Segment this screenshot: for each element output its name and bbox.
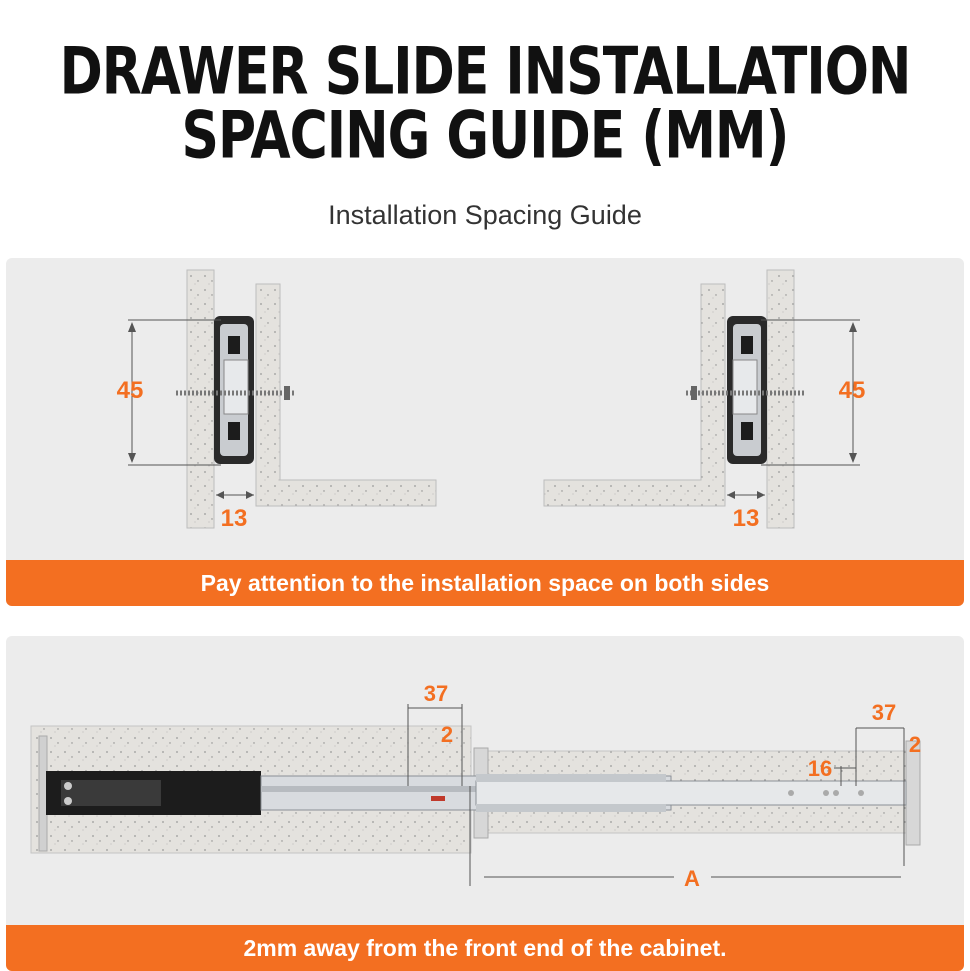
side-view-banner: Pay attention to the installation space on both sides [6, 560, 964, 606]
right-gap-label: 13 [732, 505, 760, 532]
right-drawer-board [544, 284, 725, 506]
top-view-panel [6, 636, 964, 971]
side-view-diagram [6, 258, 964, 606]
page-title-line-2: SPACING GUIDE (MM) [181, 98, 789, 174]
top-view-diagram [6, 636, 964, 971]
top-view-banner: 2mm away from the front end of the cabinet. [6, 925, 964, 971]
left-height-label: 45 [116, 377, 144, 404]
right-offset-label: 37 [871, 700, 897, 725]
left-cabinet-side-board [187, 270, 214, 528]
right-front-gap-label: 2 [908, 732, 922, 757]
left-cross-section [117, 270, 436, 532]
page-title-line-1: DRAWER SLIDE INSTALLATION [59, 34, 911, 110]
length-label: A [684, 866, 700, 891]
right-cabinet-side-board [767, 270, 794, 528]
right-slide-rail [727, 316, 767, 464]
left-front-gap-label: 2 [440, 722, 454, 747]
left-offset-label: 37 [423, 681, 449, 706]
right-cross-section [544, 270, 865, 532]
side-view-panel [6, 258, 964, 606]
left-gap-label: 13 [220, 505, 248, 532]
hole-spacing-label: 16 [807, 756, 833, 781]
left-drawer-board [256, 284, 436, 506]
page-subtitle: Installation Spacing Guide [328, 200, 642, 230]
left-slide-rail [214, 316, 254, 464]
right-height-label: 45 [838, 377, 866, 404]
